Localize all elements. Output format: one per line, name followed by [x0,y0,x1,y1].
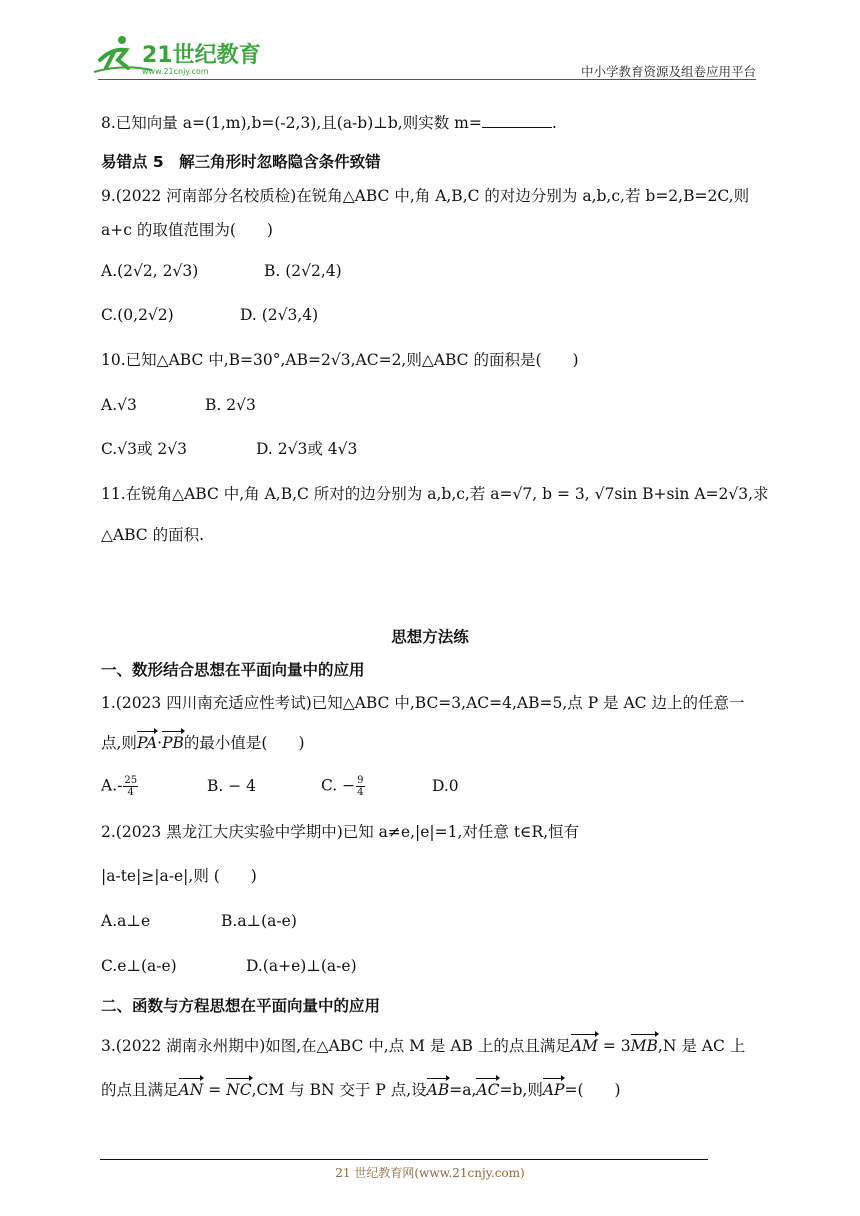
question-9-line2: a+c 的取值范围为( ) [101,221,273,239]
option-c[interactable]: C.e⊥(a-e) [101,957,177,975]
option-c[interactable]: C.√3或 2√3 [101,440,187,458]
vector-an: AN [178,1081,204,1099]
site-logo[interactable] [92,34,262,78]
question-10: 10.已知△ABC 中,B=30°,AB=2√3,AC=2,则△ABC 的面积是( ) [101,351,579,369]
footer-divider [100,1159,708,1160]
question-8: 8.已知向量 a=(1,m),b=(-2,3),且(a-b)⊥b,则实数 m= . [101,114,557,132]
question-2-options-cd [101,956,357,976]
option-d[interactable]: D. (2√3,4) [240,306,319,324]
question-3-line2: 的点且满足AN = NC,CM 与 BN 交于 P 点,设AB=a,AC=b,则AP=( ) [101,1081,621,1099]
option-c[interactable]: C.(0,2√2) [101,306,174,324]
logo-text: 21世纪教育 [142,43,261,68]
header-platform-text: 中小学教育资源及组卷应用平台 [580,64,756,79]
question-11-line1: 11.在锐角△ABC 中,角 A,B,C 所对的边分别为 a,b,c,若 a=√7, b = 3, √7sin B+sin A=2√3,求 [101,485,769,503]
vector-ac: AC [476,1081,500,1099]
option-d[interactable]: D. 2√3或 4√3 [256,440,358,458]
section-heading-5: 易错点 5 解三角形时忽略隐含条件致错 [101,153,381,171]
vector-mb: MB [630,1037,658,1055]
section-heading-one: 一、数形结合思想在平面向量中的应用 [101,661,365,679]
footer-link[interactable]: 21 世纪教育网(www.21cnjy.com) [335,1166,525,1180]
runner-logo-icon [92,34,262,78]
option-a[interactable]: A.√3 [101,396,137,414]
option-d[interactable]: D.0 [432,776,459,795]
logo-url: www.21cnjy.com [142,67,209,76]
question-9-options-cd [101,305,318,325]
option-b[interactable]: B. − 4 [207,776,257,795]
question-2-line2: |a-te|≥|a-e|,则 ( ) [101,867,257,885]
option-a[interactable]: A.(2√2, 2√3) [101,262,199,280]
answer-blank[interactable] [482,113,552,128]
question-10-options-ab [101,395,256,415]
question-11-line2: △ABC 的面积. [101,526,205,544]
vector-pa: PA [136,734,158,752]
question-2-options-ab [101,911,297,931]
header-divider [98,79,756,80]
section-heading-two: 二、函数与方程思想在平面向量中的应用 [101,997,381,1015]
question-10-options-cd [101,439,357,459]
option-b[interactable]: B.a⊥(a-e) [221,912,297,930]
section-title-method: 思想方法练 [391,628,469,646]
question-9-line1: 9.(2022 河南部分名校质检)在锐角△ABC 中,角 A,B,C 的对边分别为 a,b,c,若 b=2,B=2C,则 [101,187,750,205]
vector-am: AM [570,1037,598,1055]
question-1-line1: 1.(2023 四川南充适应性考试)已知△ABC 中,BC=3,AC=4,AB=5,点 P 是 AC 边上的任意一 [101,694,745,712]
question-9-options-ab [101,261,342,281]
option-b[interactable]: B. (2√2,4) [264,262,342,280]
question-1-line2: 点,则PA·PB的最小值是( ) [101,734,305,752]
vector-ab: AB [426,1081,450,1099]
vector-ap: AP [542,1081,565,1099]
question-1-options [101,775,459,798]
vector-nc: NC [226,1081,252,1099]
option-a[interactable]: A.- $\frac{25}{4}$ [101,775,138,798]
option-d[interactable]: D.(a+e)⊥(a-e) [246,957,357,975]
option-b[interactable]: B. 2√3 [205,396,256,414]
vector-pb: PB [162,734,184,752]
option-c[interactable]: C. − $\frac{9}{4}$ [321,775,364,798]
question-2-line1: 2.(2023 黑龙江大庆实验中学期中)已知 a≠e,|e|=1,对任意 t∈R,恒有 [101,823,580,841]
question-3-line1: 3.(2022 湖南永州期中)如图,在△ABC 中,点 M 是 AB 上的点且满足AM = 3MB,N 是 AC 上 [101,1037,746,1055]
option-a[interactable]: A.a⊥e [101,912,151,930]
